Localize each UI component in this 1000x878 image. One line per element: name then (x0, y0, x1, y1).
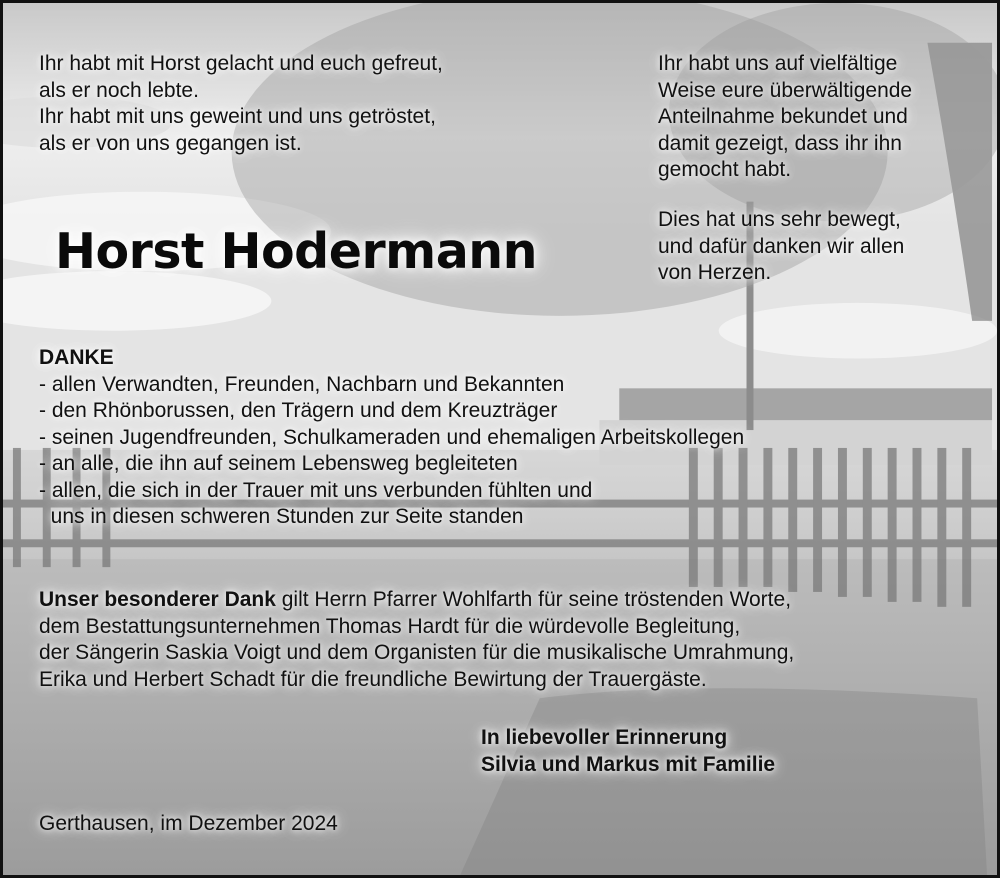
thanks-right-line: und dafür danken wir allen (658, 234, 905, 258)
signature (481, 725, 775, 778)
danke-item: - den Rhönborussen, den Trägern und dem Kreuzträger (39, 399, 558, 422)
thanks-right-line: Dies hat uns sehr bewegt, (658, 208, 901, 231)
signature-line-2: Silvia und Markus mit Familie (481, 752, 776, 776)
special-thanks (39, 587, 794, 693)
danke-section (39, 345, 744, 531)
intro-right-line: gemocht habt. (658, 158, 792, 181)
deceased-name: Horst Hodermann (55, 223, 538, 280)
intro-right (658, 51, 912, 184)
special-thanks-first-line (39, 587, 794, 614)
intro-right-line: damit gezeigt, dass ihr ihn (658, 131, 902, 155)
danke-heading: DANKE (39, 346, 114, 369)
danke-item: - an alle, die ihn auf seinem Lebensweg begleiteten (39, 452, 518, 475)
danke-item: - seinen Jugendfreunden, Schulkameraden und ehemaligen Arbeitskollegen (39, 425, 745, 449)
intro-left-line: Ihr habt mit Horst gelacht und euch gefreut, (39, 52, 443, 75)
intro-right-line: Anteilnahme bekundet und (658, 105, 908, 128)
intro-right-line: Ihr habt uns auf vielfältige (658, 52, 898, 75)
intro-left-line: als er von uns gegangen ist. (39, 131, 302, 155)
thanks-right (658, 207, 904, 287)
cloud (719, 303, 997, 359)
special-thanks-lead: Unser besonderer Dank (39, 588, 276, 611)
special-thanks-line: dem Bestattungsunternehmen Thomas Hardt für die würdevolle Begleitung, (39, 614, 741, 638)
signature-line-1: In liebevoller Erinnerung (481, 726, 728, 749)
danke-item: - allen Verwandten, Freunden, Nachbarn und Bekannten (39, 372, 565, 396)
intro-left-line: Ihr habt mit uns geweint und uns getröstet, (39, 105, 436, 128)
special-thanks-first-rest: gilt Herrn Pfarrer Wohlfarth für seine tröstenden Worte, (275, 588, 792, 611)
intro-left-line: als er noch lebte. (39, 78, 199, 102)
danke-item: uns in diesen schweren Stunden zur Seite standen (39, 505, 524, 528)
special-thanks-line: der Sängerin Saskia Voigt und dem Organisten für die musikalische Umrahmung, (39, 641, 795, 664)
place-date: Gerthausen, im Dezember 2024 (39, 812, 338, 835)
intro-right-line: Weise eure überwältigende (658, 78, 913, 102)
danke-item: - allen, die sich in der Trauer mit uns verbunden fühlten und (39, 478, 593, 502)
tree-shadow (460, 688, 987, 875)
intro-left (39, 51, 443, 157)
special-thanks-line: Erika und Herbert Schadt für die freundliche Bewirtung der Trauergäste. (39, 667, 707, 691)
thanks-right-line: von Herzen. (658, 261, 772, 284)
